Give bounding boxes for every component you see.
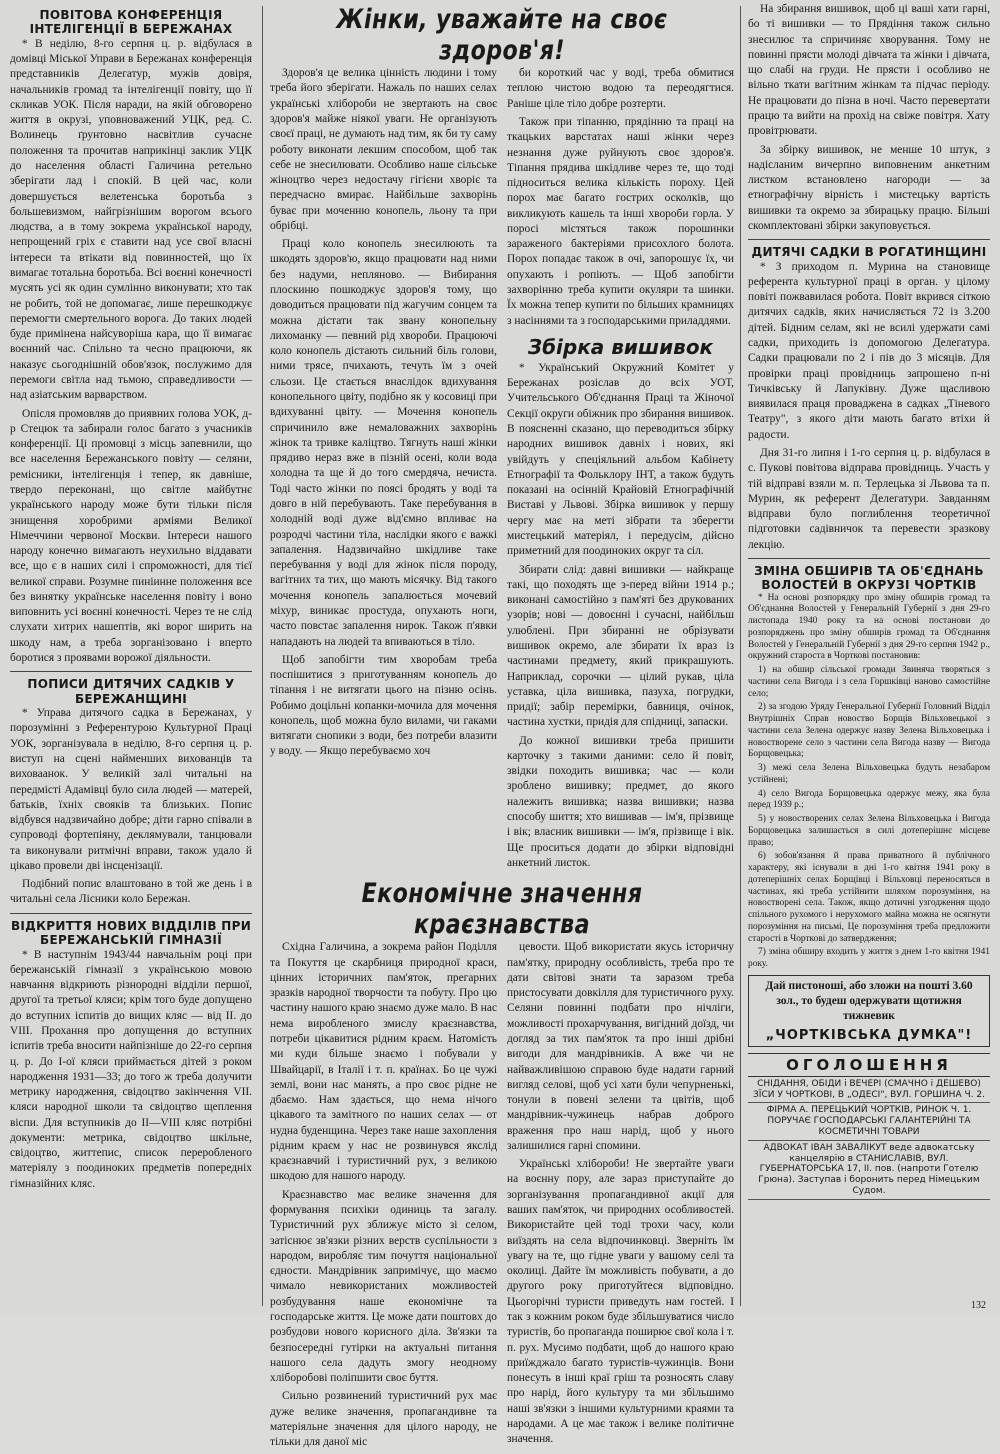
- list-item: 1) на обшир сільської громади Звиняча творяться з частини села Вигода і з села Горшківці наново самостійне село;: [748, 665, 990, 699]
- list-item: 7) зміна обширу входить у життя з днем 1-го квітня 1941 року.: [748, 947, 990, 970]
- article-text: Праці коло конопель знесилюють та шкодять здоров'ю, якщо працювати над ними без надуми, непляново. — Вибирання плоскиню пошкоджує здоров'я тому, що доводиться працювати під жагучим сонцем та можна дістати так звану конопельну лихоманку — певний рід хвороби. Працюючі коло конопель дістають сильний біль голови, ними трясе, пчихають, течуть їм з очей сльози. Це стається внаслідок вдихування конопельного цвіту, подібно як у косовиці при вдихуванні цвіту. — Мочення конопель спричинило вже немаловажних захворінь жінок та тривке каліцтво. Тягнуть наші жінки прядиво нераз вже в пізній осені, коли вода холодна та ще й до того смердяча, нечиста. Тоді часто жінки по поясі бродять у воді та довго в ній перебувають. Таке перебування в холодній воді дуже від'ємно впливає на розродчі частини тіла, наслідки якого є важкі запалення. Надзвичайно шкідливе таке перебування у воді для жінок після породу, вагітних та тих, що мають місячку. Від такого мочення конопель запалюється мочевий міхур, виникає простуда, опухають ноги, часто повстає запалення нирок. Також п'явки нападають на людей та впиваються в тіло.: [270, 238, 497, 648]
- ad-item: ФІРМА А. ПЕРЕЦЬКИЙ ЧОРТКІВ, РИНОК Ч. 1. ПОРУЧАЄ ГОСПОДАРСЬКІ ГАЛАНТЕРІЙНІ ТА КОСМЕТИЧНІ ТОВАРИ: [748, 1103, 990, 1140]
- list-item: 5) у новостворених селах Зелена Вільховецька і Вигода Борщовецька залишається в силі дотеперішнє місцеве право;: [748, 814, 990, 848]
- article-text: Сильно розвинений туристичний рух має дуже велике значення, пропагандивне та матеріяльне значення для цілого народу, не тільки для даної міс: [270, 1390, 497, 1449]
- list-item: 4) село Вигода Борщовецька одержує межу, яка була перед 1939 р.;: [748, 788, 990, 811]
- column-left: [0, 0, 262, 1195]
- list-item: 6) зобов'язання й права приватного й публічного характеру, які існували в дні 1-го квітня 1941 року в дотеперішніх селах Борщівці і Вільховці переносяться в частинах, які треба устійнити шляхом порозуміння, на новостворені села. Також, якщо дотичні узгодження щодо спільного рухомого і нерухомого майна можна не осягнути порозуміння на письмі, Це порозуміння треба предложити старості в Чорткові до затвердження;: [748, 851, 990, 944]
- subcolumn: [270, 940, 497, 1453]
- divider: [748, 558, 990, 559]
- headline-conference: ПОВІТОВА КОНФЕРЕНЦІЯ ІНТЕЛІГЕНЦІЇ В БЕРЕЖАНАХ: [29, 8, 233, 37]
- article-text: Опісля промовляв до приявних голова УОК, д-р Стецюк та забирали голос багато з учасників конференції. Ці промовці з місць запевнили, що все населення Бережанського повіту — селяни, ремісники, інтелігенція і тепер, як давніше, твердо переконані, що світле майбутнє українського народу може бути тільки після знищення хоробрими арміями Великої Німеччини червоної Москви. Інтереси нашого народу конечно вимагають неухильно віддавати все, що є в наших силі і спроможності, для тієї великої справи. Розумне пиніинне положення все без винятку українське населення повіту і воно виповнить усі воєнні конечності. Через те не слід слухати хитрих нашептів, які ворог ширить на шкоду нам, а треба зорганізовано і вперто боротися з проявами ворожої діяльности.: [10, 407, 252, 665]
- subcolumn: [507, 66, 734, 874]
- headline-embroidery: Збірка вишивок: [527, 334, 714, 359]
- subscription-box: [748, 975, 990, 1047]
- article-text: * В неділю, 8-го серпня ц. р. відбулася в домівці Міської Управи в Бережанах конференція представників Делегатур, мужів довіря, начальників громад та інтелігенції повіту, що її скликав УОК. Після наради, на якій обговорено життя в окрузі, уповноважений УЦК, ред. С. Волинець ґрунтовно насвітлив сучасне положення та прочитав наприкінці заклик УЦК до населення області Галичина ретельно зберігати лад і спокій. В цей час, коли довершується велетенська боротьба з большевизмом, найгрізнішим ворогом всього людства, а в тому зокрема української народу, непрощений гріх є ставити над усе свої власні інтереси та втікати від повинностей, що їх вимагає тотальна боротьба. Всі воєнні конечності мусять усі як один сумлінно виконувати; хто так не робить, той не допомагає, лише перешкоджує перемогти смертельного ворога. До таких людей буде примінена найсуворіша кара, що її вимагає воєнний час. Спільно та чесно працюючи, як наказує сьогоднішній обов'язок, послужимо для перемоги світла над тьмою, справедливости — над азіатським варварством.: [10, 37, 252, 402]
- ad-item: АДВОКАТ ІВАН ЗАВАЛІКУТ веде адвокатську канцелярію в СТАНИСЛАВІВ, ВУЛ. ГУБЕРНАТОРСЬКА 17, II. пов. (напроти Готелю Грюна). Заступав і боронить перед Німецьким Судом.: [748, 1141, 990, 1200]
- headline-women-health: Жінки, уважайте на своє здоров'я!: [336, 4, 668, 67]
- article-text: На збирання вишивок, щоб ці ваші хати гарні, бо ті вишивки — то Прядіння також сильно знесилює та спричиняє хворування. Тому не повинні прясти молоді дівчата та жінки і дівчата, що слабі на груди. Не прясти і особливо не вільно ткати вагітним жінкам та підчас періоду. Не працювати до пізна в ночі. Часто перевертати працю та вийти на прохід на свіже повітря. Хату провітрювати.: [748, 3, 990, 138]
- page-number: 132: [971, 1300, 986, 1311]
- divider: [10, 671, 252, 672]
- headline-local-studies: Економічне значення краєзнавства: [361, 878, 643, 941]
- article-text: * Управа дитячого садка в Бережанах, у порозумінні з Референтурою Культурної Праці УОК, зорганізувала в неділю, 8-го серпня ц. р. виступ на сцені найменших вихованців та виховаанок. У великій залі читальні на передмісті Адамівці було сила людей — матерей, батьків, їхніх свояків та близьких. Попис відбувся надзвичайно добре; діти гарно співали в супроводі фортепіяну, деклямували, танцювали та виконували ритмічні вправи, також удало й цікаво провели дві інсценізації.: [10, 707, 252, 872]
- article-text: Щоб запобігти тим хворобам треба поспішитися з приготуванням конопель до тіпання і не витягати цього на пізню осінь. Робимо доцільні копанки-мочила для мочення конопель, щоб можна було вилами, чи гаками витягати снопики з води, без потреби влазити у воду. — Якщо перебуваємо хоч: [270, 653, 497, 758]
- article-text: би короткий час у воді, треба обмитися теплою чистою водою та переодягтися. Раніше ціле тіло добре розтерти.: [507, 67, 734, 110]
- article-text: Українські хлібороби! Не звертайте уваги на воєнну пору, але зараз приступайте до зорганізування пропагандивної акції для ваших пам'яток, чи природних особливостей. Використайте цей тоді трохи часу, коли виїздять на села відпочинковці. Зверніть їм увагу на те, що гідне уваги у вашому селі та околиці. Дайте їм можливість побувати, а до другого року приготуйтеся відповідно. Цьогорічні туристи приведуть нам гостей. І так з кожним роком буде збільшуватися число туристів, бо пропаганда поширює свої кола і т. п. рух. Мусимо подбати, щоб до нашого краю приїжджало багато туристів-чужинців. Вони понесуть в інші краї гріш та розносять славу про нарід, його культуру та ми збільшимо наші зв'язки з іншими культурними краями та народами. А це має також і велике політичне значення.: [507, 1158, 734, 1446]
- list-item: 3) межі села Зелена Вільховецька будуть незабаром устійнені;: [748, 763, 990, 785]
- ads-heading: ОГОЛОШЕННЯ: [748, 1053, 990, 1077]
- subcolumn: [270, 66, 497, 874]
- headline-chortkiv-volosts: ЗМІНА ОБШИРІВ ТА ОБ'ЄДНАНЬ ВОЛОСТЕЙ В ОКРУЗІ ЧОРТКІВ: [754, 563, 984, 593]
- article-text: До кожної вишивки треба пришити карточку з такими даними: село й повіт, звідки походить вишивка; час — коли зроблено вишивку; предмет, до якого належить вишивка; назва вишивки; назва способу шиття; хто вишивав — ім'я, прізвище і вік; власник вишивки — ім'я, прізвище і вік. Ще проситься додати до збірки відповідні анкетний листок.: [507, 734, 734, 869]
- article-two-columns: [270, 940, 734, 1453]
- article-text: * З приходом п. Мурина на становище референта культурної праці в орган. у цілому повіті пожвавилася робота. Повіт вкрився сіткою дитячих садків, яких начисляється 72 із 3.200 дітей. Бідним селам, які не всилі удержати самі садки, приходить із допомогою Делегатура. Садки працювали по 2 і пів до 3 місяців. Для провірки праці провідниць запрошено п-ні Тичківську й Лапуківну. Дуже щасливою виявилася праця проваджена в садках „Тіневого Театру", з якого діти мають багато втіхи й радости.: [748, 260, 990, 441]
- article-text: Подібний попис влаштовано в той же день і в читальні села Лісники коло Бережан.: [10, 878, 252, 906]
- article-text: * В наступнім 1943/44 навчальнім році при бережанській гімназії з українською мовою навчання відкриють різнородні відділи першої, другої та третьої кляси; крім того буде допущено до вступних іспитів до вищих кляс — від II. до VIII. Прохання про допущення до вступних іспитів треба вносити найпізніше до 22-го серпня ц. р. До І-ої кляси приймається дітей з роком народження 1931—33; до того ж треба долучити метрику народження, свідоцтво закінчення VII. кляси народної школи та свідоцтво щеплення віспи. Для вступників до II—VIII кляс потрібні документи: метрика, свідоцтво шкільне, свідоцтво, життепис, список переробленого матеріялу з поодиноких предметів попередніх гімназійних кляс.: [10, 948, 252, 1190]
- subscription-text: Дай пистоноші, або зложи на пошті 3.60 зол., то будеш одержувати щотижня тижневик: [765, 979, 973, 1022]
- divider: [10, 913, 252, 914]
- article-two-columns: [270, 66, 734, 874]
- headline-gymnasium: ВІДКРИТТЯ НОВИХ ВІДДІЛІВ ПРИ БЕРЕЖАНСЬКІЙ ГІМНАЗІЇ: [10, 918, 252, 948]
- article-text: Краєзнавство має велике значення для формування психіки одиниць та загалу. Туристичний рух зближує місто зі селом, затіснює зв'язки різних верств суспільности з народом, виробляє тим почуття національної єдности. Мандрівник запримічує, що маємо чимало невикористаних можливостей розбудування наше економічне та господарське життя. Це може дати поштовх до розбудови нового корисного діла. Зв'язки та безпосередні гутірки на актуальні питання нашого села дадуть змогу неодному хліборобові поліпшити своє буття.: [270, 1188, 497, 1385]
- subcolumn: [507, 940, 734, 1453]
- article-text: Збирати слід: давні вишивки — найкраще такі, що походять ще з-перед війни 1914 р.; виконані самостійно з пам'яті без друкованих узорів; нові — довоєнні і сучасні, найбільш улюблені. При збиранні не обрізувати вишивок окремо, але збирати їх враз із частинами предмету, який прикрашують. Наприклад, сорочки — цілий рукав, ціла уставка, ціла вишивка, пазуха, погрудки, придії; забір перемірки, бавниця, очінок, частина хустки, придія для спідниці, запаски.: [507, 563, 734, 729]
- headline-rohatyn-kindergartens: ДИТЯЧІ САДКИ В РОГАТИНЩИНІ: [751, 245, 987, 260]
- article-text: Східна Галичина, а зокрема район Поділля та Покуття це скарбниця природної краси, цінних історичних пам'яток, прегарних зразків народної творчости та побуту. Про цю частину нашого краю знаємо дуже мало. В нас нема виробленого змислу краєзнавства, потреби цікавитися рідним краєм. Натомість ми куди більше знаємо і побували у Швайцарії, в Італії і т. п. країнах. Бо це чужі землі, вони нас манять, а про своє рідне не дбаємо. Нам здається, що нема нічого цікавого та замітного по наших селах — от нудна буденщина. Через таке наше захоплення рідним краєм у нас не розвинувся якслід краєзнавчий і туристичний рух, з великою шкодою для нашого народу.: [270, 941, 498, 1183]
- article-text: Дня 31-го липня і 1-го серпня ц. р. відбулася в с. Пукові повітова відправа провідниць. Участь у тій відправі взяли м. п. Терлецька зі Львова та п. Мурин, як референт Делегатури. Завданням відправи було поглиблення теоретичної підготовки садівничок та перевести зразкову лекцію.: [748, 446, 990, 551]
- article-text: цевости. Щоб використати якусь історичну пам'ятку, природну особливість, треба про те дати світові знати та заразом треба пристосувати довкілля для туристичного руху. Селяни повинні подбати про нічліги, можливості прохарчування, вигідний доїзд, чи догляд за тих пам'яток та про інші дрібні вигоди для мандрівників. А вже чи не найважливішою справою буде надати гарний вигляд селові, щоб усі хати були чепурненькі, тонули в повені зелени та цвітів, щоб мандрівник-чужинець набрав доброго враження про наш нарід, щоб у нього залишилися гарні спомини.: [507, 941, 734, 1152]
- divider: [748, 239, 990, 240]
- list-item: 2) за згодою Уряду Генеральної Губернії Головний Відділ Внутрішніх Справ новоство Борщів Вільховецької з частини села Зелена одержує назву Зелена Вільховецька і новостворене село з частини села Вигода назву — Вигода Борщовецька;: [748, 702, 990, 760]
- article-text: За збірку вишивок, не менше 10 штук, з надісланим вичерпно виповненим анкетним листком встановлено нагороди — за етнографічну вірність і мистецьку вартість вишивки та окремо за збирацьку працю. Більші скомплектовані збірки закуповується.: [748, 143, 990, 232]
- ad-item: СНІДАННЯ, ОБІДИ і ВЕЧЕРІ (СМАЧНО і ДЕШЕВО) ЗЇСИ У ЧОРТКОВІ, В „ОДЕСІ", ВУЛ. ГОРШИНА Ч. 2.: [748, 1077, 990, 1104]
- newspaper-name: „ЧОРТКІВСЬКА ДУМКА"!: [765, 1027, 973, 1043]
- article-text: Також при тіпанню, прядінню та праці на ткацьких варстатах наші жінки через незнання дуже руйнують своє здоров'я. Тіпання прядива шкідливе через те, що тоді підноситься велика кількість пороху. Цей порох має багато гострих осколків, що викликують кашель та інші хвороби горла. У поросі містяться також порошинки зараженого бактеріями присохлого болота. Порох попадає також в очі, запорошує їх, чи опухають і ропіють. — Щоб запобігти захворінню треба купити окуляри та шинки. Їх можна тепер купити по більших крамницях з насіннями та з господарськими приладдями.: [507, 115, 734, 327]
- headline-kindergartens: ПОПИСИ ДИТЯЧИХ САДКІВ У БЕРЕЖАНЩИНІ: [27, 677, 235, 706]
- article-text: Здоров'я це велика цінність людини і тому треба його зберігати. Нажаль по наших селах українські хлібороби не звертають на своє здоров'я майже ніякої уваги. Не організують своєї праці, не думають над тим, як би ту саму роботу виконати лекшим способом, щоб так себе не знесилювати. Особливо наше сільське жіноцтво через недостачу гігієни хворіє та передчасно вмирає. Найбільше захворінь буває при моченню конопель, льону та при обрібці.: [270, 67, 497, 232]
- article-text: * Український Окружний Комітет у Бережанах розіслав до всіх УОТ, Учительського Об'єднання Праці та Жіночої Секції округи обіжник про збирання вишивок. В поясненні сказано, що переводиться збірку народних вишивок давніх і нових, які увійдуть у спеціяльний альбом Кабінету Етнографії та Фольклору ІНТ, а також будуть показані на осінній Крайовій Етнографічній Виставі у Львові. Збірка вишивок у першу чергу має на меті зібрати та зберегти мистецький матеріял, і передусім, дійсно приметний для поодиноких округ та сіл.: [507, 361, 734, 558]
- column-middle: [262, 0, 740, 1454]
- article-text: * На основі розпорядку про зміну обширів громад та Об'єднання Волостей у Генеральній Губернії з дня 29-го листопада 1940 року та на основі постанови до розпоряджень про зміну обширів громад та Об'єднання Волостей у Генеральній Губернії з дня 29-го серпня 1942 р., окружний староста в Чорткові постановив:: [748, 592, 990, 662]
- column-right: [740, 0, 1000, 1200]
